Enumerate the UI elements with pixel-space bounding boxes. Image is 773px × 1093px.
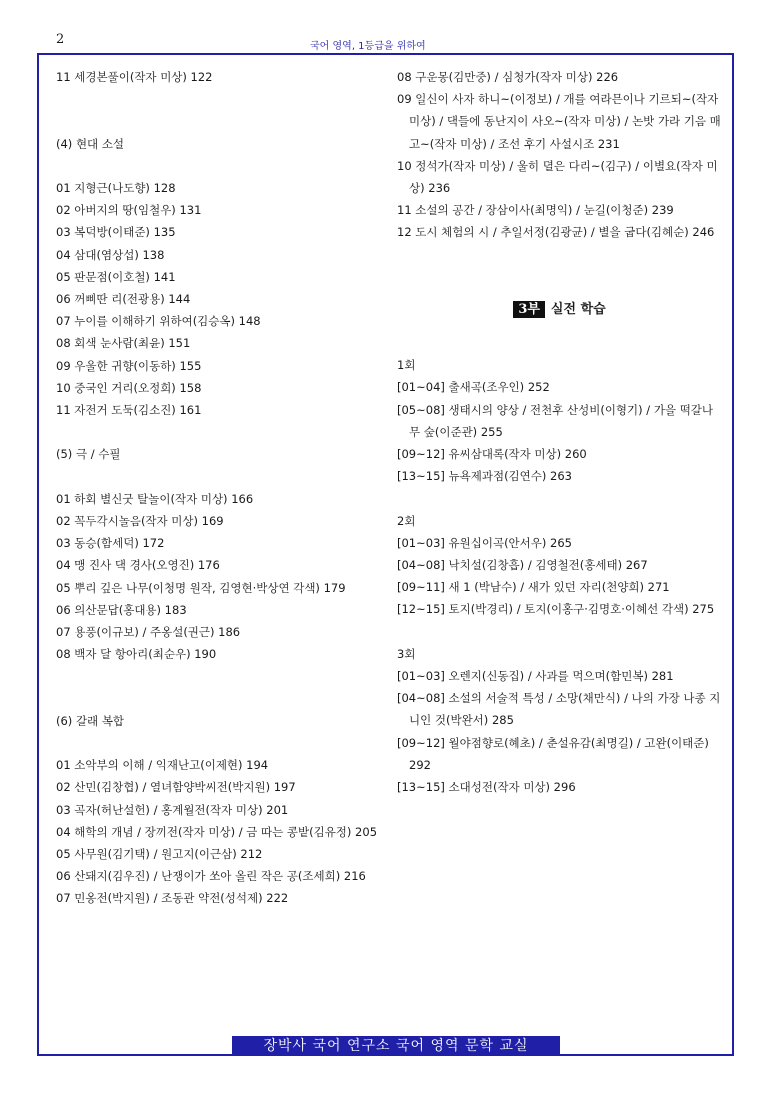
toc-entry: 04 맹 진사 댁 경사(오영진) 176: [56, 558, 220, 573]
part-badge: 3부: [513, 301, 545, 318]
spacer: [56, 155, 386, 177]
toc-entry: 06 산돼지(김우진) / 난쟁이가 쏘아 올린 작은 공(조세희) 216: [56, 869, 366, 884]
toc-entry: 08 구운몽(김만중) / 심청가(작자 미상) 226: [397, 70, 619, 84]
toc-entry: 3회: [397, 646, 416, 661]
toc-entry: 03 동승(함세덕) 172: [56, 536, 165, 551]
toc-entry: [13~15] 소대성전(작자 미상) 296: [397, 780, 576, 795]
toc-entry: 1회: [397, 358, 416, 373]
toc-entry: (4) 현대 소설: [56, 136, 125, 151]
spacer: [56, 421, 386, 443]
toc-entry: 01 소악부의 이해 / 익재난고(이제현) 194: [56, 758, 269, 773]
spacer: [56, 466, 386, 488]
toc-entry: 07 용풍(이규보) / 주옹설(권근) 186: [56, 625, 241, 639]
footer-banner: 장박사 국어 연구소 국어 영역 문학 교실: [232, 1036, 560, 1056]
spacer: [56, 688, 386, 710]
toc-entry: [04~08] 낙치설(김창흡) / 김영철전(홍세태) 267: [397, 558, 648, 572]
toc-entry: 05 사무원(김기택) / 원고지(이근삼) 212: [56, 846, 263, 861]
running-header-title: 국어 영역, 1등급을 위하여: [310, 41, 426, 52]
spacer: [56, 110, 386, 132]
toc-entry: 04 해학의 개념 / 장끼전(작자 미상) / 금 따는 콩밭(김유정) 205: [56, 824, 378, 839]
toc-entry: 07 민옹전(박지원) / 조동관 약전(성석제) 222: [56, 891, 289, 906]
toc-entry: 01 하회 별신굿 탈놀이(작자 미상) 166: [56, 491, 254, 506]
toc-entry: 12 도시 체험의 시 / 추일서정(김광균) / 별을 굽다(김혜순) 246: [397, 225, 715, 240]
toc-entry: [12~15] 토지(박경리) / 토지(이홍구·김명호·이혜선 각색) 275: [397, 602, 715, 617]
part-heading: [397, 288, 722, 332]
part-title: 실전 학습: [550, 302, 606, 317]
toc-entry: 05 뿌리 깊은 나무(이청명 원작, 김영현·박상연 각색) 179: [56, 580, 346, 595]
toc-entry: (5) 극 / 수필: [56, 447, 121, 462]
spacer: [56, 665, 386, 687]
toc-entry: 10 중국인 거리(오정희) 158: [56, 380, 202, 395]
toc-entry: [01~04] 출새곡(조우인) 252: [397, 380, 550, 395]
toc-entry: 08 회색 눈사람(최윤) 151: [56, 336, 191, 351]
toc-entry: [13~15] 뉴욕제과점(김연수) 263: [397, 469, 572, 484]
toc-entry: 11 소설의 공간 / 장삼이사(최명익) / 눈길(이청준) 239: [397, 203, 674, 218]
spacer: [56, 88, 386, 110]
toc-entry: 02 아버지의 땅(임철우) 131: [56, 203, 202, 218]
spacer: [397, 621, 722, 643]
toc-entry: 04 삼대(염상섭) 138: [56, 247, 165, 262]
toc-entry: 08 백자 달 항아리(최순우) 190: [56, 647, 217, 662]
toc-entry: 10 정석가(작자 미상) / 울히 뎔은 다리~(김구) / 이별요(작자 미상) 236: [397, 158, 718, 196]
toc-entry: 09 우울한 귀향(이동하) 155: [56, 358, 202, 373]
toc-entry: [09~12] 월야점향로(혜초) / 춘설유감(최명길) / 고완(이태준) 292: [397, 735, 709, 772]
toc-entry: 11 세경본풀이(작자 미상) 122: [56, 70, 213, 84]
toc-entry: 03 복덕방(이태준) 135: [56, 225, 176, 240]
spacer: [397, 487, 722, 509]
toc-left-column: [56, 66, 386, 910]
page-number: 2: [56, 32, 65, 47]
spacer: [397, 244, 722, 266]
toc-entry: [05~08] 생태시의 양상 / 전천후 산성비(이형기) / 가을 떡갈나무 숲(이준관) 255: [397, 402, 714, 439]
toc-entry: 06 의산문답(홍대용) 183: [56, 602, 187, 617]
toc-entry: (6) 갈래 복합: [56, 713, 125, 728]
toc-entry: 02 산민(김창협) / 열녀함양박씨전(박지원) 197: [56, 780, 296, 795]
spacer: [397, 332, 722, 354]
toc-entry: 07 누이를 이해하기 위하여(김승옥) 148: [56, 314, 261, 329]
toc-right-column: [397, 66, 722, 798]
toc-entry: [04~08] 소설의 서술적 특성 / 소망(채만식) / 나의 가장 나종 지니인 것(박완서) 285: [397, 691, 721, 728]
toc-entry: 03 곡자(허난설헌) / 홍계월전(작자 미상) 201: [56, 802, 289, 817]
spacer: [56, 732, 386, 754]
toc-entry: 2회: [397, 513, 416, 528]
toc-entry: 11 자전거 도둑(김소진) 161: [56, 403, 202, 417]
toc-entry: [09~12] 유씨삼대록(작자 미상) 260: [397, 447, 587, 461]
toc-entry: [09~11] 새 1 (박남수) / 새가 있던 자리(천양희) 271: [397, 580, 670, 595]
toc-entry: [01~03] 유원십이곡(안서우) 265: [397, 535, 572, 550]
toc-entry: 01 지형근(나도향) 128: [56, 180, 176, 195]
toc-entry: 02 꼭두각시놀음(작자 미상) 169: [56, 513, 224, 528]
toc-entry: [01~03] 오렌지(신동집) / 사과를 먹으며(함민복) 281: [397, 669, 674, 683]
spacer: [397, 266, 722, 288]
toc-entry: 05 판문점(이호철) 141: [56, 269, 176, 284]
toc-entry: 09 일신이 사자 하니~(이정보) / 개를 여라믄이나 기르되~(작자 미상) / 댁들에 동난지이 사오~(작자 미상) / 논밧 가라 기음 매고~(작자 미상) / 조선 후기 사설시조 231: [397, 92, 721, 151]
toc-entry: 06 꺼삐딴 리(전광용) 144: [56, 291, 191, 306]
